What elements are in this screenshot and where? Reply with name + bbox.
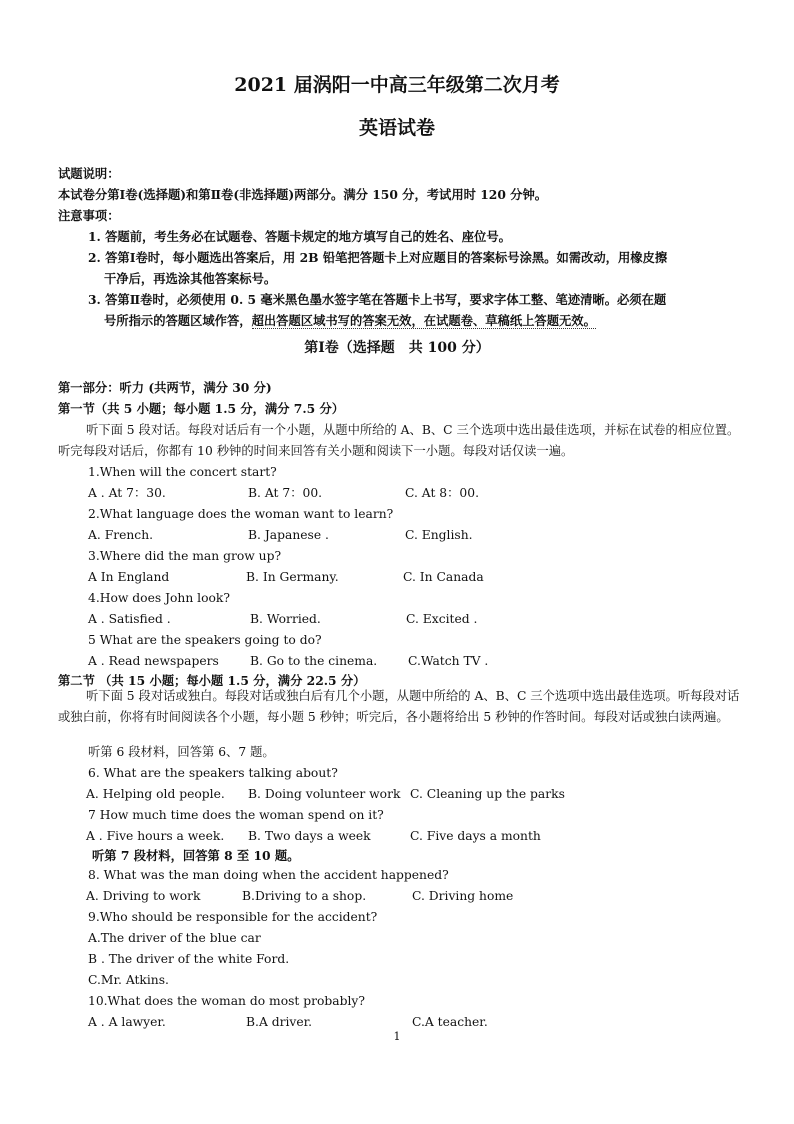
q5-option-a: A . Read newspapers xyxy=(88,654,219,668)
q4-option-b: B. Worried. xyxy=(250,612,321,626)
question-8: 8. What was the man doing when the accident happened? xyxy=(88,868,449,882)
q9-option-a: A.The driver of the blue car xyxy=(88,931,261,945)
q4-option-a: A . Satisfied . xyxy=(88,612,171,626)
q10-option-c: C.A teacher. xyxy=(412,1015,488,1029)
question-6: 6. What are the speakers talking about? xyxy=(88,766,338,780)
question-3: 3.Where did the man grow up? xyxy=(88,549,282,563)
exam-subtitle: 英语试卷 xyxy=(358,117,435,139)
q8-option-a: A. Driving to work xyxy=(86,889,201,903)
question-5: 5 What are the speakers going to do? xyxy=(88,633,322,647)
question-4: 4.How does John look? xyxy=(88,591,230,605)
q3-option-c: C. In Canada xyxy=(403,570,484,584)
q10-option-a: A . A lawyer. xyxy=(88,1015,166,1029)
q7-option-b: B. Two days a week xyxy=(248,829,371,843)
part1-heading: 第一部分：听力 (共两节，满分 30 分) xyxy=(58,380,272,395)
question-2: 2.What language does the woman want to learn? xyxy=(88,507,394,521)
question-1: 1.When will the concert start? xyxy=(88,465,277,479)
q6-option-a: A. Helping old people. xyxy=(86,787,225,801)
q9-option-c: C.Mr. Atkins. xyxy=(88,973,169,987)
q8-option-b: B.Driving to a shop. xyxy=(242,889,367,903)
q3-option-b: B. In Germany. xyxy=(246,570,339,584)
q6-option-b: B. Doing volunteer work xyxy=(248,787,401,801)
q1-option-a: A . At 7：30. xyxy=(88,486,166,500)
page-number: 1 xyxy=(393,1030,401,1043)
q7-option-c: C. Five days a month xyxy=(410,829,541,843)
material-7-note: 听第 7 段材料，回答第 8 至 10 题。 xyxy=(92,848,300,863)
q2-option-b: B. Japanese . xyxy=(248,528,329,542)
q2-option-a: A. French. xyxy=(88,528,154,542)
note-1: 1. 答题前，考生务必在试题卷、答题卡规定的地方填写自己的姓名、座位号。 xyxy=(88,229,511,244)
question-10: 10.What does the woman do most probably? xyxy=(88,994,365,1008)
q1-option-b: B. At 7：00. xyxy=(248,486,323,500)
q1-option-c: C. At 8：00. xyxy=(405,486,479,500)
section2-heading: 第二节 （共 15 小题；每小题 1.5 分，满分 22.5 分） xyxy=(58,673,366,688)
q7-option-a: A . Five hours a week. xyxy=(86,829,225,843)
note-2-continued: 干净后，再选涂其他答案标号。 xyxy=(104,271,277,286)
section1-intro: 听下面 5 段对话。每段对话后有一个小题，从题中所给的 A、B、C 三个选项中选出最佳选项，并标在试卷的相应位置。听完每段对话后，你都有 10 秒钟的时间来回答有关小题和阅读下一小题。每段对话仅读一遍。 xyxy=(58,423,740,458)
q8-option-c: C. Driving home xyxy=(412,889,514,903)
q10-option-b: B.A driver. xyxy=(246,1015,313,1029)
q9-option-b: B . The driver of the white Ford. xyxy=(88,952,290,966)
note-3-continued xyxy=(104,313,596,329)
q4-option-c: C. Excited . xyxy=(406,612,478,626)
section-title: 第Ⅰ卷（选择题 共 100 分） xyxy=(304,340,490,356)
material-6-note: 听第 6 段材料，回答第 6、7 题。 xyxy=(88,745,275,759)
note-3-plain: 号所指示的答题区域作答， xyxy=(104,313,252,328)
question-9: 9.Who should be responsible for the accident? xyxy=(88,910,378,924)
q5-option-c: C.Watch TV . xyxy=(408,654,489,668)
q3-option-a: A In England xyxy=(88,570,170,584)
note-2: 2. 答第Ⅰ卷时，每小题选出答案后，用 2B 铅笔把答题卡上对应题目的答案标号涂黑。如需改动，用橡皮擦 xyxy=(88,250,668,265)
exam-title: 2021 届涡阳一中高三年级第二次月考 xyxy=(234,74,560,96)
note-3-emphasis: 超出答题区域书写的答案无效，在试题卷、草稿纸上答题无效。 xyxy=(251,313,596,328)
instructions-description: 本试卷分第Ⅰ卷(选择题)和第Ⅱ卷(非选择题)两部分。满分 150 分，考试用时 120 分钟。 xyxy=(58,187,548,202)
q2-option-c: C. English. xyxy=(405,528,473,542)
note-3: 3. 答第Ⅱ卷时，必须使用 0. 5 毫米黑色墨水签字笔在答题卡上书写，要求字体工整、笔迹清晰。必须在题 xyxy=(88,292,667,307)
q6-option-c: C. Cleaning up the parks xyxy=(410,787,565,801)
section2-intro: 听下面 5 段对话或独白。每段对话或独白后有几个小题，从题中所给的 A、B、C 三个选项中选出最佳选项。听每段对话或独白前，你将有时间阅读各个小题，每小题 5 秒钟；听完后，各小题将给出 5 秒钟的作答时间。每段对话或独白读两遍。 xyxy=(58,689,740,724)
question-7: 7 How much time does the woman spend on it? xyxy=(88,808,384,822)
q5-option-b: B. Go to the cinema. xyxy=(250,654,378,668)
section1-heading: 第一节（共 5 小题；每小题 1.5 分，满分 7.5 分） xyxy=(58,401,345,416)
instructions-label: 试题说明： xyxy=(58,166,120,181)
notes-label: 注意事项： xyxy=(58,208,120,223)
